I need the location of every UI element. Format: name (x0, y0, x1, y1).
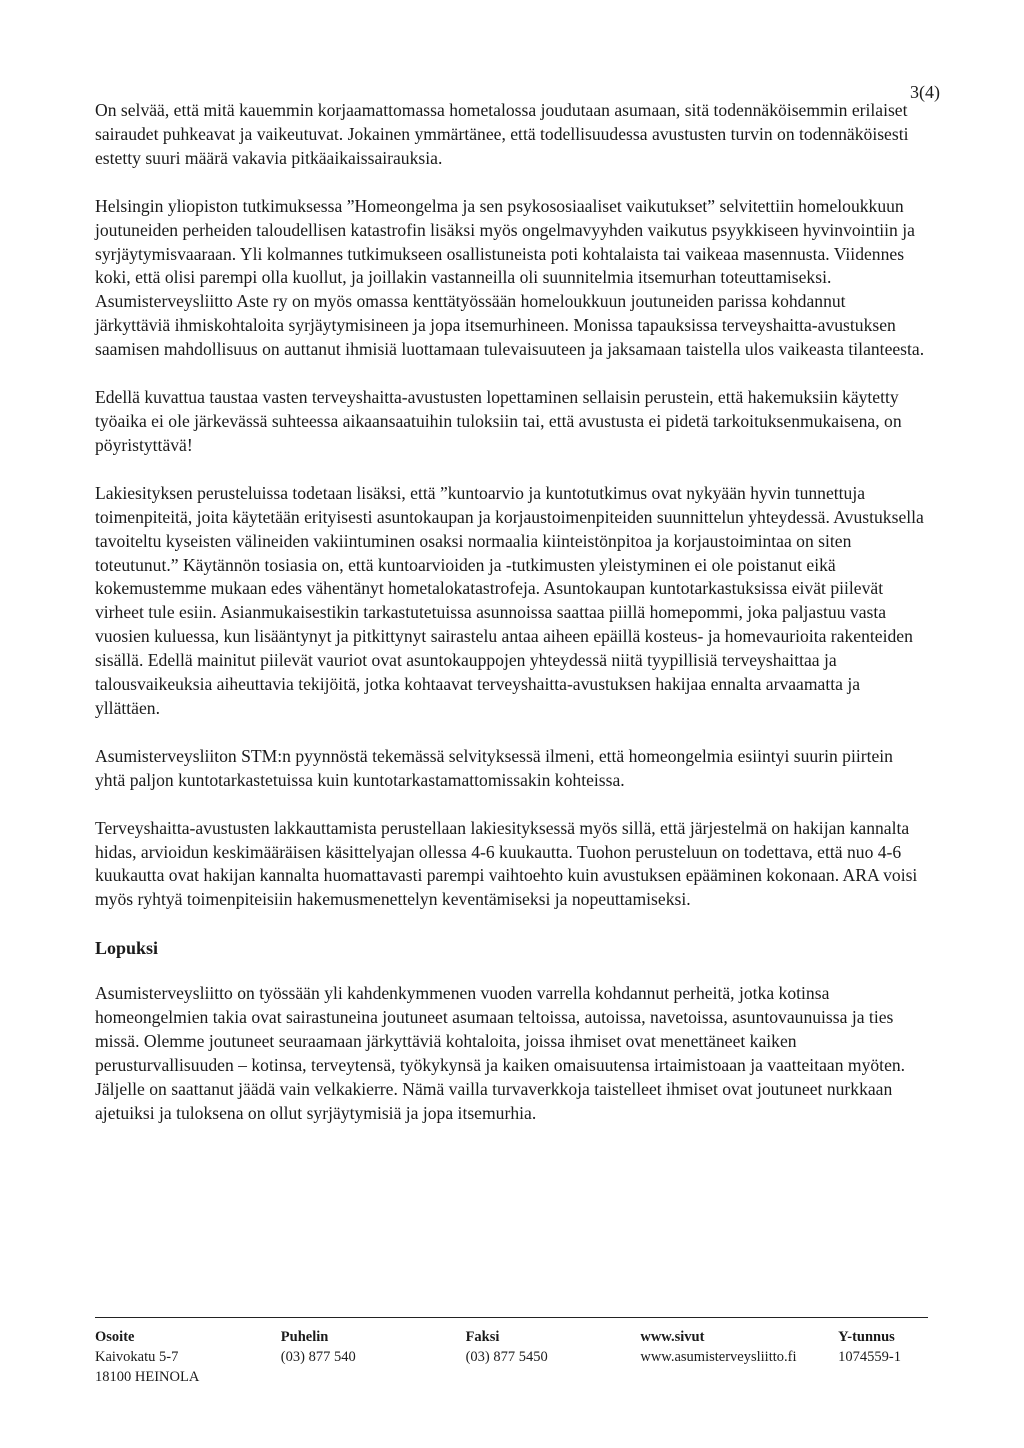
footer-address-city: 18100 HEINOLA (95, 1369, 200, 1385)
footer-web-label: www.sivut (640, 1329, 705, 1345)
footer-phone-label: Puhelin (280, 1329, 329, 1345)
paragraph-1: On selvää, että mitä kauemmin korjaamattomassa hometalossa joudutaan asumaan, sitä todennäköisemmin erilaiset sairaudet puhkeavat ja vaikeutuvat. Jokainen ymmärtänee, että todellisuudessa avustusten turvin on todennäköisesti estetty suuri määrä vakavia pitkäaikaissairauksia. (95, 100, 909, 168)
footer-web-address: www.asumisterveysliitto.fi (640, 1349, 797, 1365)
footer-address (95, 1327, 281, 1387)
closing-paragraph: Asumisterveysliitto on työssään yli kahdenkymmenen vuoden varrella kohdannut perheitä, jotka kotinsa homeongelmien takia ovat sairastuneina joutuneet asumaan teltoissa, autoissa, navetoissa, asuntovaunuissa ja ties missä. Olemme joutuneet seuraamaan järkyttäviä kohtaloita, joissa ihmiset ovat menettäneet kaiken perusturvallisuuden – kotinsa, terveytensä, työkykynsä ja kaiken omaisuutensa irtaimistoaan ja vaatteitaan myöten. Jäljelle on saattanut jäädä vain velkakierre. Nämä vailla turvaverkkoja taistelleet ihmiset ovat joutuneet nurkkaan ajetuiksi ja tuloksena on ollut syrjäytymisiä ja jopa itsemurhia. (95, 983, 906, 1123)
footer-address-street: Kaivokatu 5-7 (95, 1349, 179, 1365)
footer-business-id-value: 1074559-1 (838, 1349, 901, 1365)
page-number: 3(4) (910, 82, 940, 102)
footer-address-label: Osoite (95, 1329, 135, 1345)
paragraph-4: Lakiesityksen perusteluissa todetaan lisäksi, että ”kuntoarvio ja kuntotutkimus ovat nykyään hyvin tunnettuja toimenpiteitä, joita käytetään erityisesti asuntokaupan ja korjaustoimenpiteiden suunnittelun yhteydessä. Avustuksella tavoiteltu kyseisten välineiden vakiintuminen osaksi normaalia kiinteistönpitoa ja korjaustoimintaa on siten toteutunut.” Käytännön tosiasia on, että kuntoarvioiden ja -tutkimusten yleistyminen ei ole poistanut eikä kokemustemme mukaan edes vähentänyt hometalokatastrofeja. Asuntokaupan kuntotarkastuksissa eivät piilevät virheet tule esiin. Asianmukaisestikin tarkastutetuissa asunnoissa saattaa piillä homepommi, joka paljastuu vasta vuosien kuluessa, kun lisääntynyt ja pitkittynyt sairastelu antaa aiheen epäillä kosteus- ja homevaurioita rakenteiden sisällä. Edellä mainitut piilevät vauriot ovat asuntokauppojen yhteydessä niitä tyypillisiä terveyshaittaa ja talousvaikeuksia aiheuttavia tekijöitä, jotka kohtaavat terveyshaitta-avustuksen hakijaa ennalta arvaamatta ja yllättäen. (95, 482, 924, 718)
footer-fax (466, 1327, 641, 1387)
footer-fax-label: Faksi (465, 1329, 500, 1345)
footer-business-id-label: Y-tunnus (838, 1329, 895, 1345)
paragraph-5: Asumisterveysliiton STM:n pyynnöstä tekemässä selvityksessä ilmeni, että homeongelmia esiintyi suurin piirtein yhtä paljon kuntotarkastetuissa kuin kuntotarkastamattomissakin kohteissa. (95, 745, 893, 790)
paragraph-2: Helsingin yliopiston tutkimuksessa ”Homeongelma ja sen psykososiaaliset vaikutukset” selvitettiin homeloukkuun joutuneiden perheiden taloudellisen katastrofin lisäksi myös ongelmavyyhden vaikutus psyykkiseen hyvinvointiin ja syrjäytymisvaaraan. Yli kolmannes tutkimukseen osallistuneista poti kohtalaista tai vaikeaa masennusta. Viidennes koki, että olisi parempi olla kuollut, ja joillakin vastanneilla oli suunnitelmia itsemurhan toteuttamiseksi. Asumisterveysliitto Aste ry on myös omassa kenttätyössään homeloukkuun joutuneiden parissa kohdannut järkyttäviä ihmiskohtaloita syrjäytymisineen ja jopa itsemurhineen. Monissa tapauksissa terveyshaitta-avustuksen saamisen mahdollisuus on auttanut ihmisiä luottamaan tulevaisuuteen ja jaksamaan taistella ulos vaikeasta tilanteesta. (95, 195, 925, 360)
footer-fax-number: (03) 877 5450 (465, 1349, 548, 1365)
paragraph-6: Terveyshaitta-avustusten lakkauttamista perustellaan lakiesityksessä myös sillä, että järjestelmä on hakijan kannalta hidas, arvioidun keskimääräisen käsittelyajan ollessa 4-6 kuukautta. Tuohon perusteluun on todettava, että nuo 4-6 kuukautta ovat hakijan kannalta huomattavasti parempi vaihtoehto kuin avustuksen epääminen kokonaan. ARA voisi myös ryhtyä toimenpiteisiin hakemusmenettelyn keventämiseksi ja nopeuttamiseksi. (95, 817, 918, 910)
footer-web (640, 1327, 838, 1387)
footer-business-id (838, 1327, 928, 1387)
paragraph-3: Edellä kuvattua taustaa vasten terveyshaitta-avustusten lopettaminen sellaisin perustein, että hakemuksiin käytetty työaika ei ole järkevässä suhteessa aikaansaatuihin tuloksiin tai, että avustusta ei pidetä tarkoituksenmukaisena, on pöyristyttävä! (95, 387, 902, 455)
document-body (95, 99, 925, 1150)
letterhead-footer (95, 1317, 928, 1387)
section-heading-lopuksi: Lopuksi (95, 938, 159, 959)
footer-phone (281, 1327, 466, 1387)
footer-phone-number: (03) 877 540 (280, 1349, 356, 1365)
